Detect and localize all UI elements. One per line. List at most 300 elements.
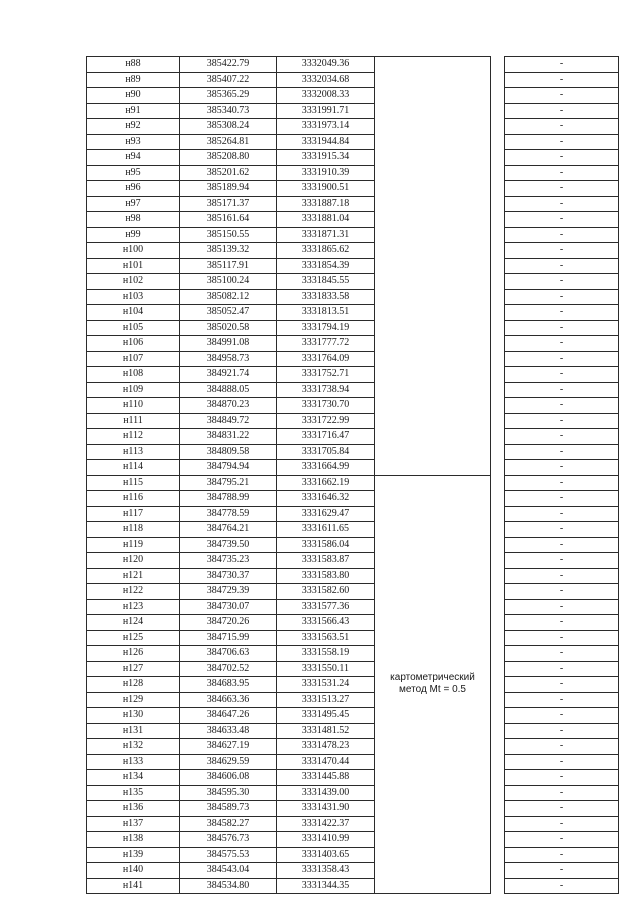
y-coordinate-cell: 3331586.04 <box>277 537 375 553</box>
x-coordinate-cell: 385365.29 <box>180 88 277 104</box>
x-coordinate-cell: 384888.05 <box>180 382 277 398</box>
point-id-cell: н133 <box>87 754 180 770</box>
table-row <box>87 630 619 646</box>
column-gap <box>491 584 505 600</box>
x-coordinate-cell: 385117.91 <box>180 258 277 274</box>
y-coordinate-cell: 3331344.35 <box>277 878 375 894</box>
x-coordinate-cell: 385422.79 <box>180 57 277 73</box>
column-gap <box>491 57 505 73</box>
point-id-cell: н97 <box>87 196 180 212</box>
column-gap <box>491 88 505 104</box>
table-row <box>87 398 619 414</box>
x-coordinate-cell: 384647.26 <box>180 708 277 724</box>
point-id-cell: н113 <box>87 444 180 460</box>
note-cell: - <box>505 57 619 73</box>
column-gap <box>491 150 505 166</box>
table-row <box>87 723 619 739</box>
column-gap <box>491 134 505 150</box>
point-id-cell: н131 <box>87 723 180 739</box>
x-coordinate-cell: 384958.73 <box>180 351 277 367</box>
table-row <box>87 506 619 522</box>
point-id-cell: н141 <box>87 878 180 894</box>
x-coordinate-cell: 384720.26 <box>180 615 277 631</box>
column-gap <box>491 119 505 135</box>
column-gap <box>491 630 505 646</box>
note-cell: - <box>505 336 619 352</box>
column-gap <box>491 847 505 863</box>
table-row <box>87 150 619 166</box>
table-row <box>87 134 619 150</box>
y-coordinate-cell: 3331944.84 <box>277 134 375 150</box>
y-coordinate-cell: 3331478.23 <box>277 739 375 755</box>
x-coordinate-cell: 385340.73 <box>180 103 277 119</box>
y-coordinate-cell: 3331646.32 <box>277 491 375 507</box>
point-id-cell: н101 <box>87 258 180 274</box>
table-row <box>87 181 619 197</box>
x-coordinate-cell: 384795.21 <box>180 475 277 491</box>
y-coordinate-cell: 3332034.68 <box>277 72 375 88</box>
table-row <box>87 584 619 600</box>
note-cell: - <box>505 801 619 817</box>
column-gap <box>491 72 505 88</box>
method-cell-empty <box>375 57 491 476</box>
point-id-cell: н135 <box>87 785 180 801</box>
point-id-cell: н92 <box>87 119 180 135</box>
point-id-cell: н102 <box>87 274 180 290</box>
table-row <box>87 119 619 135</box>
column-gap <box>491 367 505 383</box>
column-gap <box>491 506 505 522</box>
note-cell: - <box>505 723 619 739</box>
point-id-cell: н117 <box>87 506 180 522</box>
table-row <box>87 878 619 894</box>
y-coordinate-cell: 3331550.11 <box>277 661 375 677</box>
note-cell: - <box>505 692 619 708</box>
note-cell: - <box>505 212 619 228</box>
note-cell: - <box>505 878 619 894</box>
note-cell: - <box>505 305 619 321</box>
y-coordinate-cell: 3331583.80 <box>277 568 375 584</box>
point-id-cell: н110 <box>87 398 180 414</box>
table-row <box>87 599 619 615</box>
point-id-cell: н100 <box>87 243 180 259</box>
x-coordinate-cell: 384778.59 <box>180 506 277 522</box>
method-cell: картометрический метод Mt = 0.5 <box>375 475 491 894</box>
note-cell: - <box>505 785 619 801</box>
point-id-cell: н106 <box>87 336 180 352</box>
note-cell: - <box>505 367 619 383</box>
x-coordinate-cell: 385082.12 <box>180 289 277 305</box>
note-cell: - <box>505 553 619 569</box>
x-coordinate-cell: 385407.22 <box>180 72 277 88</box>
table-row <box>87 832 619 848</box>
table-row <box>87 103 619 119</box>
table-row <box>87 739 619 755</box>
note-cell: - <box>505 863 619 879</box>
column-gap <box>491 429 505 445</box>
column-gap <box>491 785 505 801</box>
x-coordinate-cell: 385201.62 <box>180 165 277 181</box>
note-cell: - <box>505 460 619 476</box>
table-row <box>87 351 619 367</box>
table-row <box>87 553 619 569</box>
x-coordinate-cell: 384794.94 <box>180 460 277 476</box>
point-id-cell: н128 <box>87 677 180 693</box>
y-coordinate-cell: 3331764.09 <box>277 351 375 367</box>
note-cell: - <box>505 413 619 429</box>
table-row <box>87 382 619 398</box>
point-id-cell: н115 <box>87 475 180 491</box>
y-coordinate-cell: 3331558.19 <box>277 646 375 662</box>
y-coordinate-cell: 3331722.99 <box>277 413 375 429</box>
x-coordinate-cell: 384739.50 <box>180 537 277 553</box>
y-coordinate-cell: 3331410.99 <box>277 832 375 848</box>
column-gap <box>491 289 505 305</box>
point-id-cell: н98 <box>87 212 180 228</box>
y-coordinate-cell: 3331470.44 <box>277 754 375 770</box>
x-coordinate-cell: 384582.27 <box>180 816 277 832</box>
point-id-cell: н104 <box>87 305 180 321</box>
column-gap <box>491 444 505 460</box>
note-cell: - <box>505 103 619 119</box>
table-row <box>87 522 619 538</box>
note-cell: - <box>505 429 619 445</box>
column-gap <box>491 692 505 708</box>
column-gap <box>491 816 505 832</box>
x-coordinate-cell: 384715.99 <box>180 630 277 646</box>
table-row <box>87 165 619 181</box>
note-cell: - <box>505 615 619 631</box>
table-row <box>87 72 619 88</box>
x-coordinate-cell: 385264.81 <box>180 134 277 150</box>
table-row <box>87 816 619 832</box>
point-id-cell: н124 <box>87 615 180 631</box>
table-row <box>87 661 619 677</box>
y-coordinate-cell: 3332008.33 <box>277 88 375 104</box>
y-coordinate-cell: 3331910.39 <box>277 165 375 181</box>
table-row <box>87 847 619 863</box>
x-coordinate-cell: 384831.22 <box>180 429 277 445</box>
x-coordinate-cell: 384576.73 <box>180 832 277 848</box>
column-gap <box>491 258 505 274</box>
point-id-cell: н88 <box>87 57 180 73</box>
y-coordinate-cell: 3331563.51 <box>277 630 375 646</box>
table-row <box>87 212 619 228</box>
table-row <box>87 491 619 507</box>
table-row <box>87 57 619 73</box>
table-row <box>87 646 619 662</box>
point-id-cell: н103 <box>87 289 180 305</box>
point-id-cell: н99 <box>87 227 180 243</box>
point-id-cell: н129 <box>87 692 180 708</box>
y-coordinate-cell: 3331900.51 <box>277 181 375 197</box>
note-cell: - <box>505 274 619 290</box>
x-coordinate-cell: 384606.08 <box>180 770 277 786</box>
table-row <box>87 708 619 724</box>
note-cell: - <box>505 475 619 491</box>
x-coordinate-cell: 384663.36 <box>180 692 277 708</box>
note-cell: - <box>505 599 619 615</box>
table-row <box>87 460 619 476</box>
x-coordinate-cell: 385189.94 <box>180 181 277 197</box>
column-gap <box>491 165 505 181</box>
table-row <box>87 196 619 212</box>
y-coordinate-cell: 3332049.36 <box>277 57 375 73</box>
note-cell: - <box>505 506 619 522</box>
y-coordinate-cell: 3331566.43 <box>277 615 375 631</box>
y-coordinate-cell: 3331871.31 <box>277 227 375 243</box>
table-row <box>87 677 619 693</box>
note-cell: - <box>505 708 619 724</box>
y-coordinate-cell: 3331577.36 <box>277 599 375 615</box>
x-coordinate-cell: 384633.48 <box>180 723 277 739</box>
note-cell: - <box>505 754 619 770</box>
point-id-cell: н119 <box>87 537 180 553</box>
y-coordinate-cell: 3331629.47 <box>277 506 375 522</box>
table-row <box>87 770 619 786</box>
y-coordinate-cell: 3331531.24 <box>277 677 375 693</box>
note-cell: - <box>505 816 619 832</box>
y-coordinate-cell: 3331991.71 <box>277 103 375 119</box>
y-coordinate-cell: 3331777.72 <box>277 336 375 352</box>
point-id-cell: н107 <box>87 351 180 367</box>
note-cell: - <box>505 243 619 259</box>
note-cell: - <box>505 382 619 398</box>
column-gap <box>491 491 505 507</box>
point-id-cell: н118 <box>87 522 180 538</box>
column-gap <box>491 615 505 631</box>
table-row <box>87 274 619 290</box>
column-gap <box>491 677 505 693</box>
note-cell: - <box>505 491 619 507</box>
y-coordinate-cell: 3331495.45 <box>277 708 375 724</box>
y-coordinate-cell: 3331481.52 <box>277 723 375 739</box>
x-coordinate-cell: 385020.58 <box>180 320 277 336</box>
note-cell: - <box>505 630 619 646</box>
note-cell: - <box>505 832 619 848</box>
note-cell: - <box>505 847 619 863</box>
point-id-cell: н123 <box>87 599 180 615</box>
y-coordinate-cell: 3331854.39 <box>277 258 375 274</box>
x-coordinate-cell: 384735.23 <box>180 553 277 569</box>
point-id-cell: н139 <box>87 847 180 863</box>
column-gap <box>491 878 505 894</box>
point-id-cell: н90 <box>87 88 180 104</box>
table-row <box>87 227 619 243</box>
note-cell: - <box>505 537 619 553</box>
note-cell: - <box>505 568 619 584</box>
y-coordinate-cell: 3331833.58 <box>277 289 375 305</box>
table-row <box>87 429 619 445</box>
point-id-cell: н112 <box>87 429 180 445</box>
point-id-cell: н116 <box>87 491 180 507</box>
point-id-cell: н126 <box>87 646 180 662</box>
y-coordinate-cell: 3331845.55 <box>277 274 375 290</box>
note-cell: - <box>505 289 619 305</box>
x-coordinate-cell: 384629.59 <box>180 754 277 770</box>
column-gap <box>491 568 505 584</box>
note-cell: - <box>505 661 619 677</box>
point-id-cell: н93 <box>87 134 180 150</box>
point-id-cell: н114 <box>87 460 180 476</box>
column-gap <box>491 537 505 553</box>
x-coordinate-cell: 384921.74 <box>180 367 277 383</box>
x-coordinate-cell: 384534.80 <box>180 878 277 894</box>
table-row <box>87 88 619 104</box>
y-coordinate-cell: 3331611.65 <box>277 522 375 538</box>
point-id-cell: н122 <box>87 584 180 600</box>
point-id-cell: н130 <box>87 708 180 724</box>
x-coordinate-cell: 384730.07 <box>180 599 277 615</box>
column-gap <box>491 801 505 817</box>
column-gap <box>491 460 505 476</box>
column-gap <box>491 708 505 724</box>
y-coordinate-cell: 3331445.88 <box>277 770 375 786</box>
y-coordinate-cell: 3331865.62 <box>277 243 375 259</box>
y-coordinate-cell: 3331422.37 <box>277 816 375 832</box>
note-cell: - <box>505 739 619 755</box>
column-gap <box>491 770 505 786</box>
x-coordinate-cell: 385208.80 <box>180 150 277 166</box>
note-cell: - <box>505 770 619 786</box>
table-row <box>87 305 619 321</box>
y-coordinate-cell: 3331730.70 <box>277 398 375 414</box>
column-gap <box>491 336 505 352</box>
column-gap <box>491 739 505 755</box>
point-id-cell: н132 <box>87 739 180 755</box>
y-coordinate-cell: 3331881.04 <box>277 212 375 228</box>
x-coordinate-cell: 384729.39 <box>180 584 277 600</box>
column-gap <box>491 553 505 569</box>
column-gap <box>491 212 505 228</box>
point-id-cell: н121 <box>87 568 180 584</box>
note-cell: - <box>505 351 619 367</box>
x-coordinate-cell: 384849.72 <box>180 413 277 429</box>
column-gap <box>491 475 505 491</box>
note-cell: - <box>505 522 619 538</box>
note-cell: - <box>505 584 619 600</box>
note-cell: - <box>505 165 619 181</box>
x-coordinate-cell: 384683.95 <box>180 677 277 693</box>
x-coordinate-cell: 384706.63 <box>180 646 277 662</box>
note-cell: - <box>505 196 619 212</box>
note-cell: - <box>505 227 619 243</box>
column-gap <box>491 522 505 538</box>
note-cell: - <box>505 150 619 166</box>
column-gap <box>491 832 505 848</box>
point-id-cell: н134 <box>87 770 180 786</box>
x-coordinate-cell: 385171.37 <box>180 196 277 212</box>
note-cell: - <box>505 72 619 88</box>
table-row <box>87 444 619 460</box>
x-coordinate-cell: 384991.08 <box>180 336 277 352</box>
x-coordinate-cell: 385150.55 <box>180 227 277 243</box>
y-coordinate-cell: 3331973.14 <box>277 119 375 135</box>
note-cell: - <box>505 258 619 274</box>
table-row <box>87 537 619 553</box>
x-coordinate-cell: 384870.23 <box>180 398 277 414</box>
column-gap <box>491 103 505 119</box>
point-id-cell: н94 <box>87 150 180 166</box>
point-id-cell: н127 <box>87 661 180 677</box>
table-row <box>87 754 619 770</box>
table-row <box>87 785 619 801</box>
column-gap <box>491 305 505 321</box>
y-coordinate-cell: 3331662.19 <box>277 475 375 491</box>
table-row <box>87 863 619 879</box>
x-coordinate-cell: 385308.24 <box>180 119 277 135</box>
note-cell: - <box>505 677 619 693</box>
y-coordinate-cell: 3331887.18 <box>277 196 375 212</box>
note-cell: - <box>505 398 619 414</box>
point-id-cell: н96 <box>87 181 180 197</box>
y-coordinate-cell: 3331582.60 <box>277 584 375 600</box>
table-row <box>87 475 619 491</box>
column-gap <box>491 274 505 290</box>
column-gap <box>491 661 505 677</box>
point-id-cell: н111 <box>87 413 180 429</box>
y-coordinate-cell: 3331583.87 <box>277 553 375 569</box>
y-coordinate-cell: 3331813.51 <box>277 305 375 321</box>
y-coordinate-cell: 3331664.99 <box>277 460 375 476</box>
column-gap <box>491 599 505 615</box>
column-gap <box>491 754 505 770</box>
table-row <box>87 367 619 383</box>
y-coordinate-cell: 3331794.19 <box>277 320 375 336</box>
x-coordinate-cell: 385139.32 <box>180 243 277 259</box>
column-gap <box>491 398 505 414</box>
x-coordinate-cell: 385100.24 <box>180 274 277 290</box>
table-row <box>87 336 619 352</box>
coordinates-table <box>86 56 619 894</box>
y-coordinate-cell: 3331915.34 <box>277 150 375 166</box>
point-id-cell: н120 <box>87 553 180 569</box>
point-id-cell: н125 <box>87 630 180 646</box>
column-gap <box>491 181 505 197</box>
y-coordinate-cell: 3331716.47 <box>277 429 375 445</box>
x-coordinate-cell: 384702.52 <box>180 661 277 677</box>
x-coordinate-cell: 385052.47 <box>180 305 277 321</box>
column-gap <box>491 351 505 367</box>
note-cell: - <box>505 88 619 104</box>
point-id-cell: н140 <box>87 863 180 879</box>
x-coordinate-cell: 385161.64 <box>180 212 277 228</box>
point-id-cell: н89 <box>87 72 180 88</box>
y-coordinate-cell: 3331752.71 <box>277 367 375 383</box>
table-row <box>87 243 619 259</box>
table-row <box>87 413 619 429</box>
note-cell: - <box>505 134 619 150</box>
point-id-cell: н136 <box>87 801 180 817</box>
x-coordinate-cell: 384788.99 <box>180 491 277 507</box>
column-gap <box>491 227 505 243</box>
point-id-cell: н91 <box>87 103 180 119</box>
note-cell: - <box>505 646 619 662</box>
table-row <box>87 568 619 584</box>
x-coordinate-cell: 384764.21 <box>180 522 277 538</box>
x-coordinate-cell: 384543.04 <box>180 863 277 879</box>
x-coordinate-cell: 384627.19 <box>180 739 277 755</box>
note-cell: - <box>505 119 619 135</box>
note-cell: - <box>505 320 619 336</box>
column-gap <box>491 382 505 398</box>
table-row <box>87 801 619 817</box>
column-gap <box>491 863 505 879</box>
y-coordinate-cell: 3331439.00 <box>277 785 375 801</box>
point-id-cell: н109 <box>87 382 180 398</box>
x-coordinate-cell: 384589.73 <box>180 801 277 817</box>
coordinates-table-body <box>87 57 619 894</box>
